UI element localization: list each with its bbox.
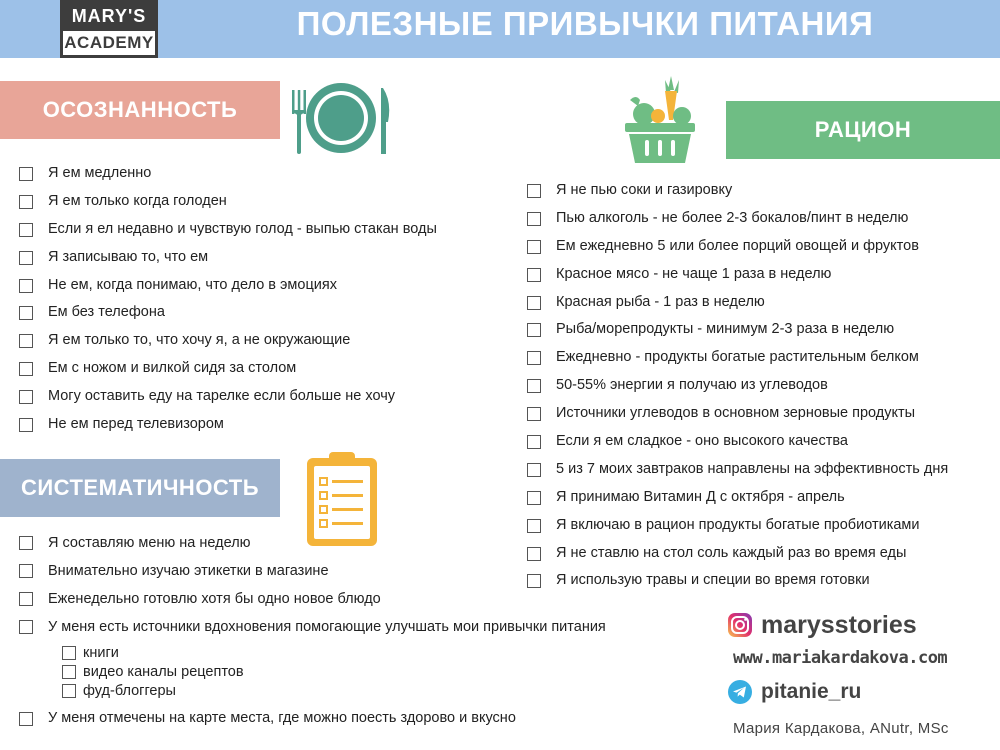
checklist-item[interactable] — [527, 428, 948, 456]
item-label: Я использую травы и специи во время готовки — [556, 572, 870, 589]
page-title: ПОЛЕЗНЫЕ ПРИВЫЧКИ ПИТАНИЯ — [296, 5, 874, 42]
mindfulness-checklist — [19, 160, 437, 439]
checkbox[interactable] — [19, 167, 33, 181]
item-label: Ежедневно - продукты богатые растительным белком — [556, 349, 919, 366]
item-label: Я ем только когда голоден — [48, 192, 227, 209]
checklist-item[interactable] — [527, 567, 948, 595]
checkbox[interactable] — [527, 574, 541, 588]
item-label: Я не ставлю на стол соль каждый раз во время еды — [556, 544, 907, 561]
item-label: Если я ел недавно и чувствую голод - выпью стакан воды — [48, 220, 437, 237]
item-label: Я составляю меню на неделю — [48, 535, 251, 551]
checkbox[interactable] — [527, 407, 541, 421]
checkbox[interactable] — [527, 240, 541, 254]
item-label: Рыба/морепродукты - минимум 2-3 раза в неделю — [556, 321, 895, 338]
checklist-item[interactable] — [19, 529, 606, 557]
checkbox[interactable] — [19, 390, 33, 404]
instagram-icon — [727, 612, 753, 638]
item-label: Внимательно изучаю этикетки в магазине — [48, 563, 329, 579]
checklist-item[interactable] — [527, 484, 948, 512]
checkbox[interactable] — [527, 268, 541, 282]
item-label: Не ем перед телевизором — [48, 416, 224, 433]
checklist-item[interactable] — [527, 261, 948, 289]
checklist-item[interactable] — [527, 456, 948, 484]
checklist-item[interactable] — [19, 613, 606, 641]
section-title-systematic: СИСТЕМАТИЧНОСТЬ — [0, 459, 280, 517]
checklist-item[interactable] — [19, 411, 437, 439]
telegram-link[interactable] — [727, 676, 861, 708]
checkbox[interactable] — [19, 306, 33, 320]
vegetable-basket-icon — [624, 76, 696, 164]
checkbox[interactable] — [527, 351, 541, 365]
telegram-icon — [727, 679, 753, 705]
checklist-item[interactable] — [19, 160, 437, 188]
systematic-checklist-last — [19, 705, 516, 733]
item-label: 5 из 7 моих завтраков направлены на эффективность дня — [556, 460, 949, 477]
checklist-item[interactable] — [527, 289, 948, 317]
checklist-item[interactable] — [19, 585, 606, 613]
checklist-item[interactable] — [19, 299, 437, 327]
item-label: Я записываю то, что ем — [48, 248, 209, 265]
item-label: Красная рыба - 1 раз в неделю — [556, 293, 765, 310]
sub-checklist-item[interactable] — [62, 682, 244, 701]
section-title-mindfulness: ОСОЗНАННОСТЬ — [0, 81, 280, 139]
checkbox[interactable] — [19, 712, 33, 726]
item-label: видео каналы рецептов — [83, 664, 244, 680]
checkbox[interactable] — [19, 251, 33, 265]
checklist-item[interactable] — [527, 205, 948, 233]
checkbox[interactable] — [62, 665, 76, 679]
checkbox[interactable] — [527, 519, 541, 533]
instagram-link[interactable] — [727, 609, 917, 641]
checklist-item[interactable] — [527, 316, 948, 344]
checkbox[interactable] — [19, 564, 33, 578]
sub-checklist-item[interactable] — [62, 663, 244, 682]
item-label: фуд-блоггеры — [83, 683, 176, 699]
checkbox[interactable] — [527, 212, 541, 226]
item-label: Я не пью соки и газировку — [556, 182, 733, 198]
checklist-item[interactable] — [527, 400, 948, 428]
checklist-item[interactable] — [19, 272, 437, 300]
checklist-item[interactable] — [19, 383, 437, 411]
checkbox[interactable] — [19, 334, 33, 348]
checkbox[interactable] — [527, 296, 541, 310]
checkbox[interactable] — [62, 646, 76, 660]
checklist-item[interactable] — [527, 344, 948, 372]
item-label: Еженедельно готовлю хотя бы одно новое блюдо — [48, 591, 381, 607]
checkbox[interactable] — [19, 362, 33, 376]
item-label: У меня есть источники вдохновения помогающие улучшать мои привычки питания — [48, 619, 606, 635]
checkbox[interactable] — [19, 279, 33, 293]
checkbox[interactable] — [527, 463, 541, 477]
item-label: Я ем медленно — [48, 165, 152, 181]
item-label: Если я ем сладкое - оно высокого качества — [556, 433, 848, 450]
diet-checklist — [527, 177, 948, 595]
telegram-handle: pitanie_ru — [761, 680, 862, 703]
checklist-item[interactable] — [527, 512, 948, 540]
item-label: Я ем только то, что хочу я, а не окружающие — [48, 332, 351, 349]
checklist-item[interactable] — [527, 177, 948, 205]
checkbox[interactable] — [19, 418, 33, 432]
item-label: Ем ежедневно 5 или более порций овощей и фруктов — [556, 237, 919, 254]
logo-line-2: ACADEMY — [63, 31, 155, 55]
checkbox[interactable] — [19, 536, 33, 550]
checkbox[interactable] — [527, 323, 541, 337]
checklist-item[interactable] — [19, 244, 437, 272]
author-credit: Мария Кардакова, ANutr, MSc — [733, 720, 949, 737]
checkbox[interactable] — [19, 620, 33, 634]
checklist-item[interactable] — [19, 188, 437, 216]
item-label: Ем без телефона — [48, 304, 165, 321]
checkbox[interactable] — [19, 223, 33, 237]
checklist-item[interactable] — [527, 540, 948, 568]
item-label: Ем с ножом и вилкой сидя за столом — [48, 360, 297, 377]
checkbox[interactable] — [19, 195, 33, 209]
checkbox[interactable] — [527, 379, 541, 393]
item-label: Я включаю в рацион продукты богатые пробиотиками — [556, 516, 920, 533]
item-label: книги — [83, 645, 119, 661]
website-link[interactable]: www.mariakardakova.com — [733, 648, 948, 668]
sub-checklist-item[interactable] — [62, 644, 244, 663]
item-label: У меня отмечены на карте места, где можно поесть здорово и вкусно — [48, 710, 516, 726]
item-label: 50-55% энергии я получаю из углеводов — [556, 377, 828, 394]
checklist-item[interactable] — [527, 233, 948, 261]
inspiration-sublist — [62, 644, 244, 701]
checklist-item[interactable] — [19, 557, 606, 585]
checkbox[interactable] — [527, 184, 541, 198]
plate-fork-knife-icon — [288, 82, 394, 154]
checklist-item[interactable] — [19, 355, 437, 383]
checkbox[interactable] — [527, 547, 541, 561]
item-label: Пью алкоголь - не более 2-3 бокалов/пинт в неделю — [556, 209, 909, 226]
checkbox[interactable] — [62, 684, 76, 698]
item-label: Источники углеводов в основном зерновые продукты — [556, 405, 916, 422]
checkbox[interactable] — [19, 592, 33, 606]
instagram-handle: marysstories — [761, 610, 917, 639]
checkbox[interactable] — [527, 435, 541, 449]
section-title-diet: РАЦИОН — [726, 101, 1000, 159]
checklist-item[interactable] — [527, 372, 948, 400]
systematic-checklist — [19, 529, 606, 641]
checkbox[interactable] — [527, 491, 541, 505]
item-label: Могу оставить еду на тарелке если больше не хочу — [48, 388, 396, 405]
academy-logo — [60, 0, 158, 58]
checklist-item[interactable] — [19, 216, 437, 244]
item-label: Красное мясо - не чаще 1 раза в неделю — [556, 265, 832, 282]
checklist-item[interactable] — [19, 705, 516, 733]
checklist-item[interactable] — [19, 327, 437, 355]
logo-line-1: MARY'S — [71, 6, 147, 26]
item-label: Не ем, когда понимаю, что дело в эмоциях — [48, 276, 337, 293]
item-label: Я принимаю Витамин Д с октября - апрель — [556, 488, 845, 505]
